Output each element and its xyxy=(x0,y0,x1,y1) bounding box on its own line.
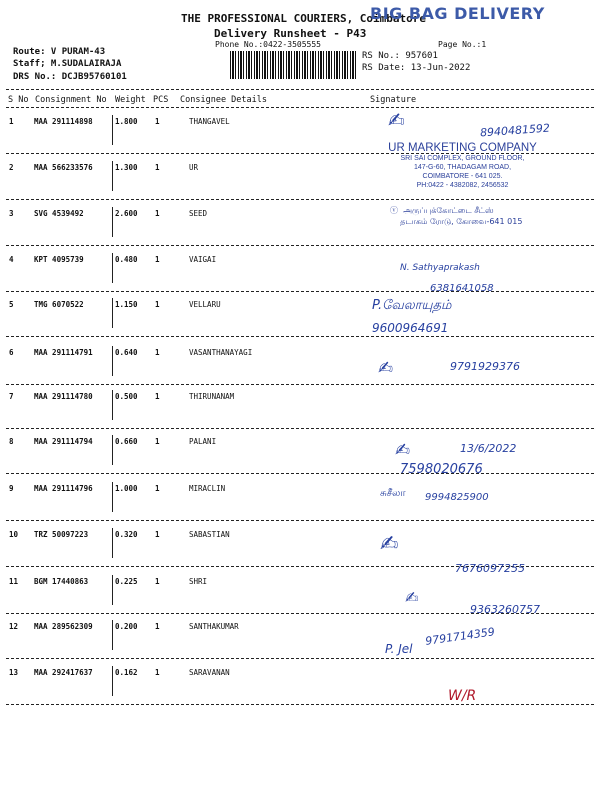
signature-10: ✍ xyxy=(380,532,399,557)
barcode-icon xyxy=(230,51,356,79)
signature-4-number: 6381641058 xyxy=(430,283,494,294)
column-divider xyxy=(112,253,113,283)
cell-consignment: TRZ 50097223 xyxy=(34,530,89,539)
signature-5: P.வேலாயுதம் xyxy=(372,298,452,313)
column-divider xyxy=(112,346,113,376)
cell-consignment: TMG 6070522 xyxy=(34,300,84,309)
signature-6: ✍ xyxy=(378,358,394,379)
cell-consignment: MAA 291114796 xyxy=(34,484,93,493)
cell-pcs: 1 xyxy=(155,392,160,401)
cell-weight: 1.300 xyxy=(115,163,138,172)
row-divider xyxy=(6,384,594,385)
cell-consignee: THANGAVEL xyxy=(189,117,230,126)
column-divider xyxy=(112,298,113,328)
cell-sno: 1 xyxy=(9,117,14,126)
cell-weight: 1.800 xyxy=(115,117,138,126)
rs-number: RS No.: 957601 xyxy=(362,51,438,61)
signature-8: ✍ xyxy=(395,440,411,461)
column-divider xyxy=(112,207,113,237)
cell-pcs: 1 xyxy=(155,255,160,264)
cell-consignee: MIRACLIN xyxy=(189,484,226,493)
cell-pcs: 1 xyxy=(155,577,160,586)
runsheet-subtitle: Delivery Runsheet - P43 xyxy=(214,27,367,40)
row-divider xyxy=(6,704,594,705)
row-divider xyxy=(6,428,594,429)
signature-12: P. Jel xyxy=(385,642,413,656)
row-divider xyxy=(6,658,594,659)
staff: Staff; M.SUDALAIRAJA xyxy=(13,59,122,69)
divider xyxy=(6,89,594,90)
cell-consignment: KPT 4095739 xyxy=(34,255,84,264)
cell-pcs: 1 xyxy=(155,117,160,126)
column-divider xyxy=(112,528,113,558)
cell-consignee: VAIGAI xyxy=(189,255,217,264)
cell-sno: 5 xyxy=(9,300,14,309)
tamil-stamp: ⓥ அருப்புக்கோட்டை சீட்ஸ் தடாகம் ரோடு, கோவை-641 015 xyxy=(390,206,523,226)
cell-consignee: SANTHAKUMAR xyxy=(189,622,239,631)
stamp-company: UR MARKETING COMPANY xyxy=(388,142,537,154)
cell-sno: 12 xyxy=(9,622,19,631)
column-divider xyxy=(112,575,113,605)
cell-consignment: MAA 291114780 xyxy=(34,392,93,401)
cell-consignment: MAA 289562309 xyxy=(34,622,93,631)
row-divider xyxy=(6,245,594,246)
cell-consignment: MAA 291114898 xyxy=(34,117,93,126)
signature-5-number: 9600964691 xyxy=(372,321,449,335)
stamp-address-1: SRI SAI COMPLEX, GROUND FLOOR, xyxy=(400,155,525,162)
cell-pcs: 1 xyxy=(155,163,160,172)
signature-11-number: 9363260757 xyxy=(470,603,540,616)
cell-sno: 4 xyxy=(9,255,14,264)
row-divider xyxy=(6,199,594,200)
row-divider xyxy=(6,291,594,292)
column-divider xyxy=(112,390,113,420)
col-consignment: Consignment No xyxy=(35,95,107,105)
cell-consignee: SHRI xyxy=(189,577,208,586)
cell-weight: 2.600 xyxy=(115,209,138,218)
signature-12-number: 9791714359 xyxy=(424,625,496,648)
row-divider xyxy=(6,336,594,337)
column-divider xyxy=(112,115,113,145)
column-divider xyxy=(112,435,113,465)
column-divider xyxy=(112,620,113,650)
cell-weight: 1.150 xyxy=(115,300,138,309)
signature-8-number: 7598020676 xyxy=(400,462,483,477)
cell-pcs: 1 xyxy=(155,484,160,493)
cell-weight: 0.480 xyxy=(115,255,138,264)
col-consignee: Consignee Details xyxy=(180,95,267,105)
signature-6-number: 9791929376 xyxy=(450,360,520,373)
cell-consignee: SABASTIAN xyxy=(189,530,230,539)
cell-sno: 2 xyxy=(9,163,14,172)
cell-weight: 0.200 xyxy=(115,622,138,631)
cell-pcs: 1 xyxy=(155,209,160,218)
cell-sno: 9 xyxy=(9,484,14,493)
col-signature: Signature xyxy=(370,95,417,105)
cell-consignee: SARAVANAN xyxy=(189,668,230,677)
cell-weight: 0.500 xyxy=(115,392,138,401)
phone-number: Phone No.:0422-3505555 xyxy=(215,40,321,49)
cell-pcs: 1 xyxy=(155,300,160,309)
cell-pcs: 1 xyxy=(155,530,160,539)
signature-1-number: 8940481592 xyxy=(479,121,551,140)
runsheet-title: THE PROFESSIONAL COURIERS, Coimbatore xyxy=(181,12,427,25)
ur-marketing-stamp xyxy=(380,142,545,190)
signature-9: சுசீலா xyxy=(380,488,406,499)
cell-consignee: THIRUNANAM xyxy=(189,392,235,401)
cell-consignment: MAA 292417637 xyxy=(34,668,93,677)
cell-weight: 0.660 xyxy=(115,437,138,446)
cell-sno: 6 xyxy=(9,348,14,357)
row-divider xyxy=(6,473,594,474)
cell-consignee: PALANI xyxy=(189,437,217,446)
column-divider xyxy=(112,666,113,696)
cell-pcs: 1 xyxy=(155,437,160,446)
cell-weight: 0.225 xyxy=(115,577,138,586)
signature-9-number: 9994825900 xyxy=(425,492,489,503)
signature-8-date: 13/6/2022 xyxy=(460,442,517,455)
cell-consignment: MAA 291114791 xyxy=(34,348,93,357)
cell-sno: 8 xyxy=(9,437,14,446)
cell-sno: 11 xyxy=(9,577,19,586)
col-sno: S No xyxy=(8,95,29,105)
cell-pcs: 1 xyxy=(155,668,160,677)
signature-11: ✍ xyxy=(405,588,419,607)
route: Route: V PURAM-43 xyxy=(13,47,106,57)
cell-consignment: MAA 566233576 xyxy=(34,163,93,172)
cell-consignment: MAA 291114794 xyxy=(34,437,93,446)
big-bag-delivery-stamp: BIG BAG DELIVERY xyxy=(370,4,545,23)
drs-number: DRS No.: DCJB95760101 xyxy=(13,72,127,82)
divider xyxy=(6,107,594,108)
rs-date: RS Date: 13-Jun-2022 xyxy=(362,63,471,73)
col-pcs: PCS xyxy=(153,95,169,105)
col-weight: Weight xyxy=(115,95,146,105)
cell-consignee: VASANTHANAYAGI xyxy=(189,348,253,357)
row-divider xyxy=(6,520,594,521)
cell-sno: 3 xyxy=(9,209,14,218)
cell-weight: 0.320 xyxy=(115,530,138,539)
cell-consignee: UR xyxy=(189,163,199,172)
cell-sno: 10 xyxy=(9,530,19,539)
signature-4-name: N. Sathyaprakash xyxy=(400,263,480,273)
cell-pcs: 1 xyxy=(155,348,160,357)
stamp-phone: PH:0422 - 4382082, 2456532 xyxy=(416,182,509,189)
stamp-address-3: COIMBATORE - 641 025. xyxy=(422,173,503,180)
stamp-address-2: 147-G-60, THADAGAM ROAD, xyxy=(413,164,512,171)
column-divider xyxy=(112,161,113,191)
cell-weight: 1.000 xyxy=(115,484,138,493)
cell-sno: 13 xyxy=(9,668,19,677)
cell-weight: 0.640 xyxy=(115,348,138,357)
column-divider xyxy=(112,482,113,512)
cell-consignment: SVG 4539492 xyxy=(34,209,84,218)
page-number: Page No.:1 xyxy=(438,40,487,49)
cell-sno: 7 xyxy=(9,392,14,401)
signature-13-mark: W/R xyxy=(448,688,477,704)
signature-1: ✍ xyxy=(388,108,405,132)
cell-consignee: SEED xyxy=(189,209,208,218)
cell-consignee: VELLARU xyxy=(189,300,221,309)
cell-pcs: 1 xyxy=(155,622,160,631)
cell-weight: 0.162 xyxy=(115,668,138,677)
cell-consignment: BGM 17440863 xyxy=(34,577,89,586)
signature-10-number: 7676097255 xyxy=(455,562,525,575)
